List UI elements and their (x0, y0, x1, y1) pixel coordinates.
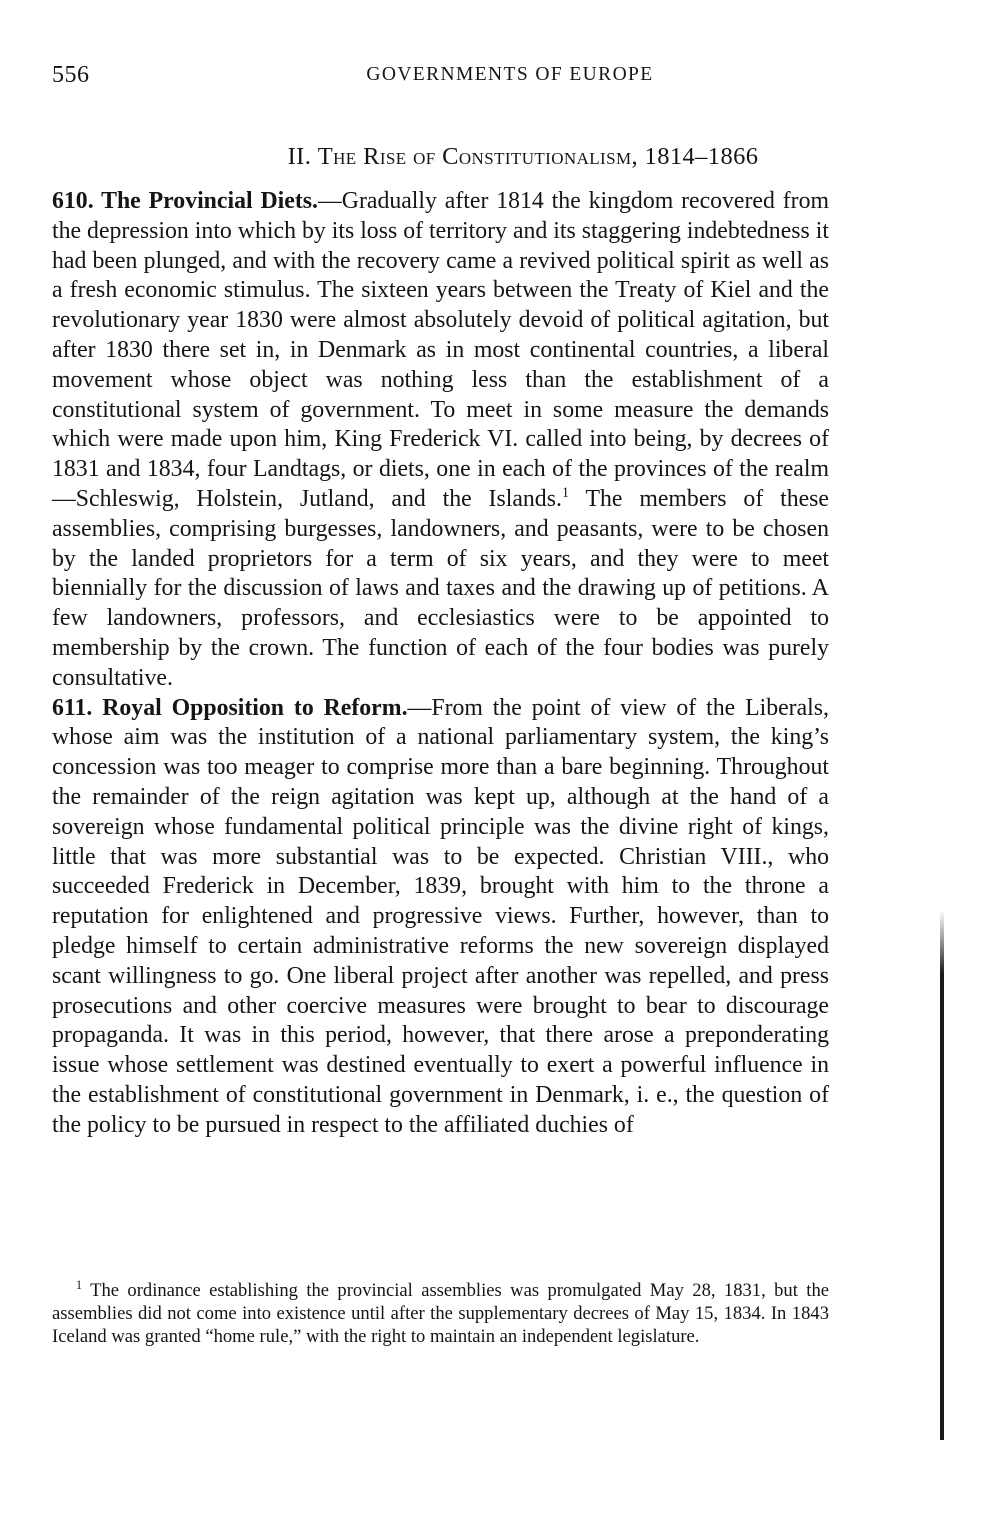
paragraph-heading: 611. Royal Opposition to Reform. (52, 694, 408, 721)
section-numeral: II. (287, 143, 312, 170)
section-title: The Rise of Constitutionalism, (317, 143, 639, 170)
paragraph-611 (52, 694, 829, 1141)
footnote-reference[interactable]: 1 (561, 485, 570, 502)
paragraph-text: —Gradually after 1814 the kingdom recovered from the depression into which by its loss of territory and its staggering indebtedness it had been plunged, and with the recovery came a revived political spirit as well as a fresh economic stimulus. The sixteen years between the Treaty of Kiel and the revolutionary year 1830 were almost absolutely devoid of political agitation, but after 1830 there set in, in Denmark as in most continental countries, a liberal movement whose object was nothing less than the establishment of a constitutional system of government. To meet in some measure the demands which were made upon him, King Frederick VI. called into being, by decrees of 1831 and 1834, four Landtags, or diets, one in each of the provinces of the realm—Schleswig, Holstein, Jutland, and the Islands. (52, 188, 829, 512)
footnote-marker: 1 (76, 1277, 83, 1292)
scan-edge-mark (940, 910, 944, 1440)
paragraph-text-continued: The members of these assemblies, comprising burgesses, landowners, and peasants, were to be chosen by the landed proprietors for a term of six years, and they were to meet biennially for the discussion of laws and taxes and the drawing up of petitions. A few landowners, professors, and ecclesiastics were to be appointed to membership by the crown. The function of each of the four bodies was purely consultative. (52, 485, 829, 691)
footnote-text: The ordinance establishing the provincial assemblies was promulgated May 28, 1831, but the assemblies did not come into existence until after the supplementary decrees of May 15, 1834. In 1843 Iceland was granted “home rule,” with the right to maintain an independent legislature. (52, 1280, 830, 1348)
body-text (52, 187, 829, 1141)
paragraph-610 (52, 187, 829, 694)
footnote (52, 1279, 829, 1349)
page-header (0, 62, 1000, 102)
section-years: 1814–1866 (644, 143, 759, 170)
paragraph-heading: 610. The Provincial Diets. (52, 188, 318, 214)
running-title: GOVERNMENTS OF EUROPE (366, 64, 654, 85)
section-heading (0, 143, 1000, 171)
paragraph-text: —From the point of view of the Liberals, whose aim was the institution of a national parliamentary system, the king’s concession was too meager to comprise more than a bare beginning. Throughout the remainder of the reign agitation was kept up, although at the hand of a sovereign whose fundamental political principle was the divine right of kings, little that was more substantial was to be expected. Christian VIII., who succeeded Frederick in December, 1839, brought with him to the throne a reputation for enlightened and progressive views. Further, however, than to pledge himself to certain administrative reforms the new sovereign displayed scant willingness to go. One liberal project after another was repelled, and press prosecutions and other coercive measures were brought to bear to discourage propaganda. It was in this period, however, that there arose a preponderating issue whose settlement was destined eventually to exert a powerful influence in the establishment of constitutional government in Denmark, i. e., the question of the policy to be pursued in respect to the affiliated duchies of (52, 694, 829, 1138)
page-number: 556 (52, 62, 90, 88)
